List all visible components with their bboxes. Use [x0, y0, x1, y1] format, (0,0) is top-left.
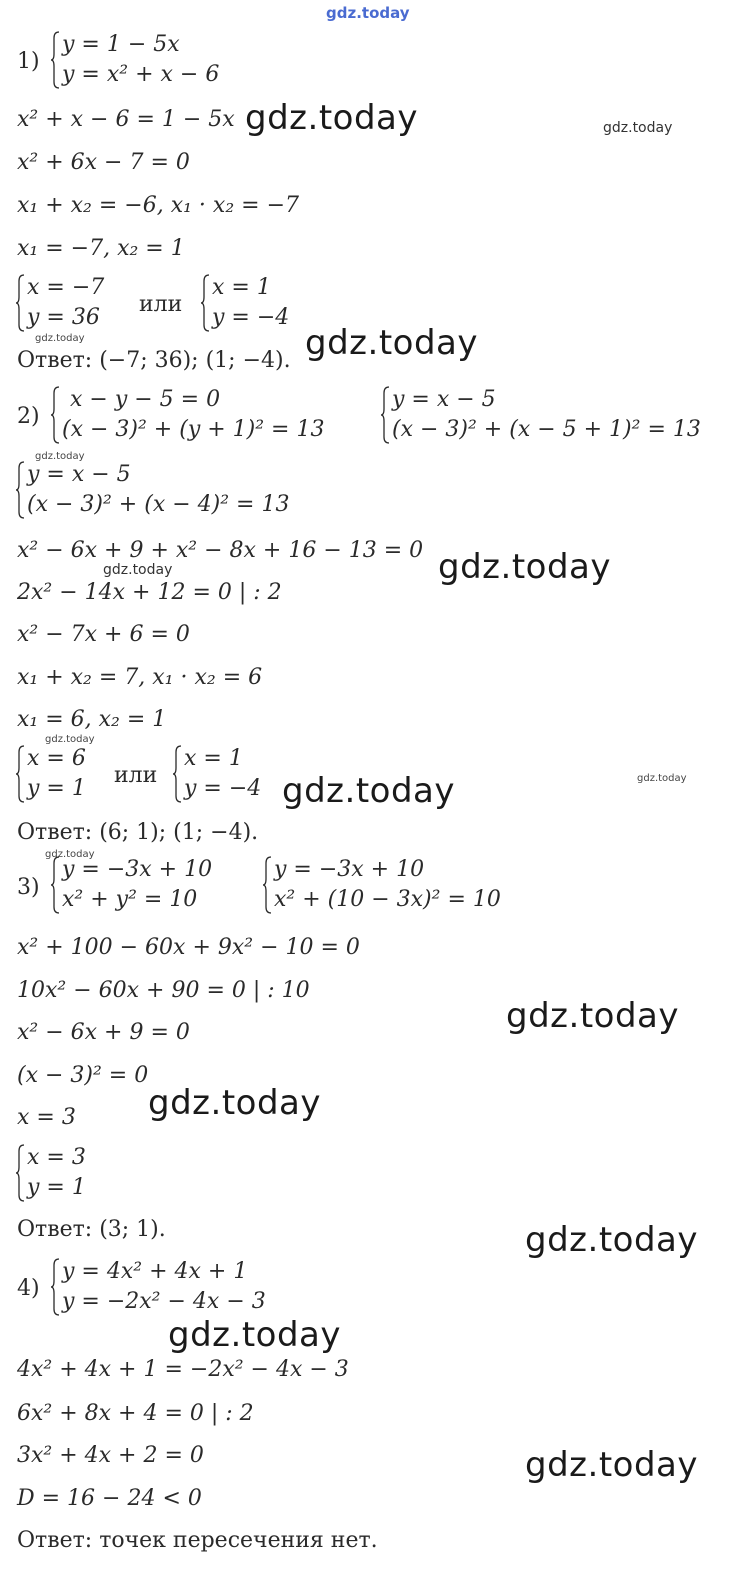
brace-icon — [15, 744, 25, 804]
brace-icon — [15, 1143, 25, 1203]
equation: y = x − 5 — [27, 462, 131, 487]
brace-icon — [50, 855, 60, 915]
or-word: или — [139, 292, 183, 317]
equation: y = 1 — [27, 1175, 86, 1200]
brace-icon — [380, 385, 390, 445]
watermark: gdz.today — [282, 771, 455, 811]
brace-icon — [172, 744, 182, 804]
answer: Ответ: (3; 1). — [17, 1217, 166, 1242]
watermark: gdz.today — [525, 1445, 698, 1485]
watermark: gdz.today — [35, 333, 85, 344]
equation: y = x − 5 — [392, 387, 496, 412]
equation-line: x² − 6x + 9 = 0 — [17, 1020, 190, 1045]
watermark: gdz.today — [525, 1220, 698, 1260]
answer: Ответ: точек пересечения нет. — [17, 1528, 378, 1553]
brace-icon — [50, 1257, 60, 1317]
equation-line: 4x² + 4x + 1 = −2x² − 4x − 3 — [17, 1357, 349, 1382]
watermark: gdz.today — [603, 120, 673, 136]
watermark: gdz.today — [305, 323, 478, 363]
equation: x = 6 — [27, 746, 86, 771]
watermark: gdz.today — [45, 734, 95, 745]
equation: x − y − 5 = 0 — [70, 387, 221, 412]
equation-line: x₁ = −7, x₂ = 1 — [17, 236, 185, 261]
equation-line: x² + 6x − 7 = 0 — [17, 150, 190, 175]
equation-line: x² + x − 6 = 1 − 5x — [17, 107, 235, 132]
equation: x = 1 — [212, 275, 271, 300]
equation: x = 3 — [27, 1145, 86, 1170]
equation: (x − 3)² + (x − 5 + 1)² = 13 — [392, 417, 701, 442]
equation-line: 3x² + 4x + 2 = 0 — [17, 1443, 204, 1468]
brace-icon — [50, 385, 60, 445]
equation: y = −3x + 10 — [274, 857, 425, 882]
watermark: gdz.today — [45, 849, 95, 860]
equation-line: D = 16 − 24 < 0 — [17, 1486, 202, 1511]
equation: x = −7 — [27, 275, 105, 300]
answer: Ответ: (−7; 36); (1; −4). — [17, 348, 291, 373]
equation-line: x² + 100 − 60x + 9x² − 10 = 0 — [17, 935, 360, 960]
equation: x = 1 — [184, 746, 243, 771]
brace-icon — [50, 30, 60, 90]
equation-line: x₁ + x₂ = −6, x₁ · x₂ = −7 — [17, 193, 299, 218]
brace-icon — [15, 273, 25, 333]
watermark: gdz.today — [148, 1083, 321, 1123]
watermark: gdz.today — [35, 451, 85, 462]
problem-number: 3) — [17, 875, 40, 900]
equation: y = x² + x − 6 — [62, 62, 220, 87]
equation: y = 36 — [27, 305, 100, 330]
problem-number: 2) — [17, 404, 40, 429]
equation: y = 4x² + 4x + 1 — [62, 1259, 248, 1284]
watermark: gdz.today — [506, 996, 679, 1036]
watermark: gdz.today — [168, 1315, 341, 1355]
equation-line: 6x² + 8x + 4 = 0 | : 2 — [17, 1401, 254, 1426]
equation: (x − 3)² + (x − 4)² = 13 — [27, 492, 290, 517]
equation: (x − 3)² + (y + 1)² = 13 — [62, 417, 325, 442]
problem-number: 4) — [17, 1276, 40, 1301]
equation: y = −4 — [184, 776, 262, 801]
equation-line: x₁ + x₂ = 7, x₁ · x₂ = 6 — [17, 665, 263, 690]
brace-icon — [200, 273, 210, 333]
equation: y = −2x² − 4x − 3 — [62, 1289, 266, 1314]
watermark-top: gdz.today — [326, 4, 410, 22]
equation: y = 1 − 5x — [62, 32, 180, 57]
equation: x² + (10 − 3x)² = 10 — [274, 887, 501, 912]
equation: y = −3x + 10 — [62, 857, 213, 882]
equation-line: (x − 3)² = 0 — [17, 1063, 149, 1088]
equation-line: 10x² − 60x + 90 = 0 | : 10 — [17, 978, 310, 1003]
equation: y = −4 — [212, 305, 290, 330]
equation-line: x² − 7x + 6 = 0 — [17, 622, 190, 647]
answer: Ответ: (6; 1); (1; −4). — [17, 820, 259, 845]
equation-line: x = 3 — [17, 1105, 76, 1130]
watermark: gdz.today — [103, 562, 173, 578]
brace-icon — [15, 460, 25, 520]
equation: x² + y² = 10 — [62, 887, 198, 912]
equation-line: x₁ = 6, x₂ = 1 — [17, 707, 167, 732]
or-word: или — [114, 763, 158, 788]
equation-line: x² − 6x + 9 + x² − 8x + 16 − 13 = 0 — [17, 538, 424, 563]
equation: y = 1 — [27, 776, 86, 801]
equation-line: 2x² − 14x + 12 = 0 | : 2 — [17, 580, 282, 605]
brace-icon — [262, 855, 272, 915]
watermark: gdz.today — [637, 773, 687, 784]
watermark: gdz.today — [438, 547, 611, 587]
problem-number: 1) — [17, 49, 40, 74]
watermark: gdz.today — [245, 98, 418, 138]
